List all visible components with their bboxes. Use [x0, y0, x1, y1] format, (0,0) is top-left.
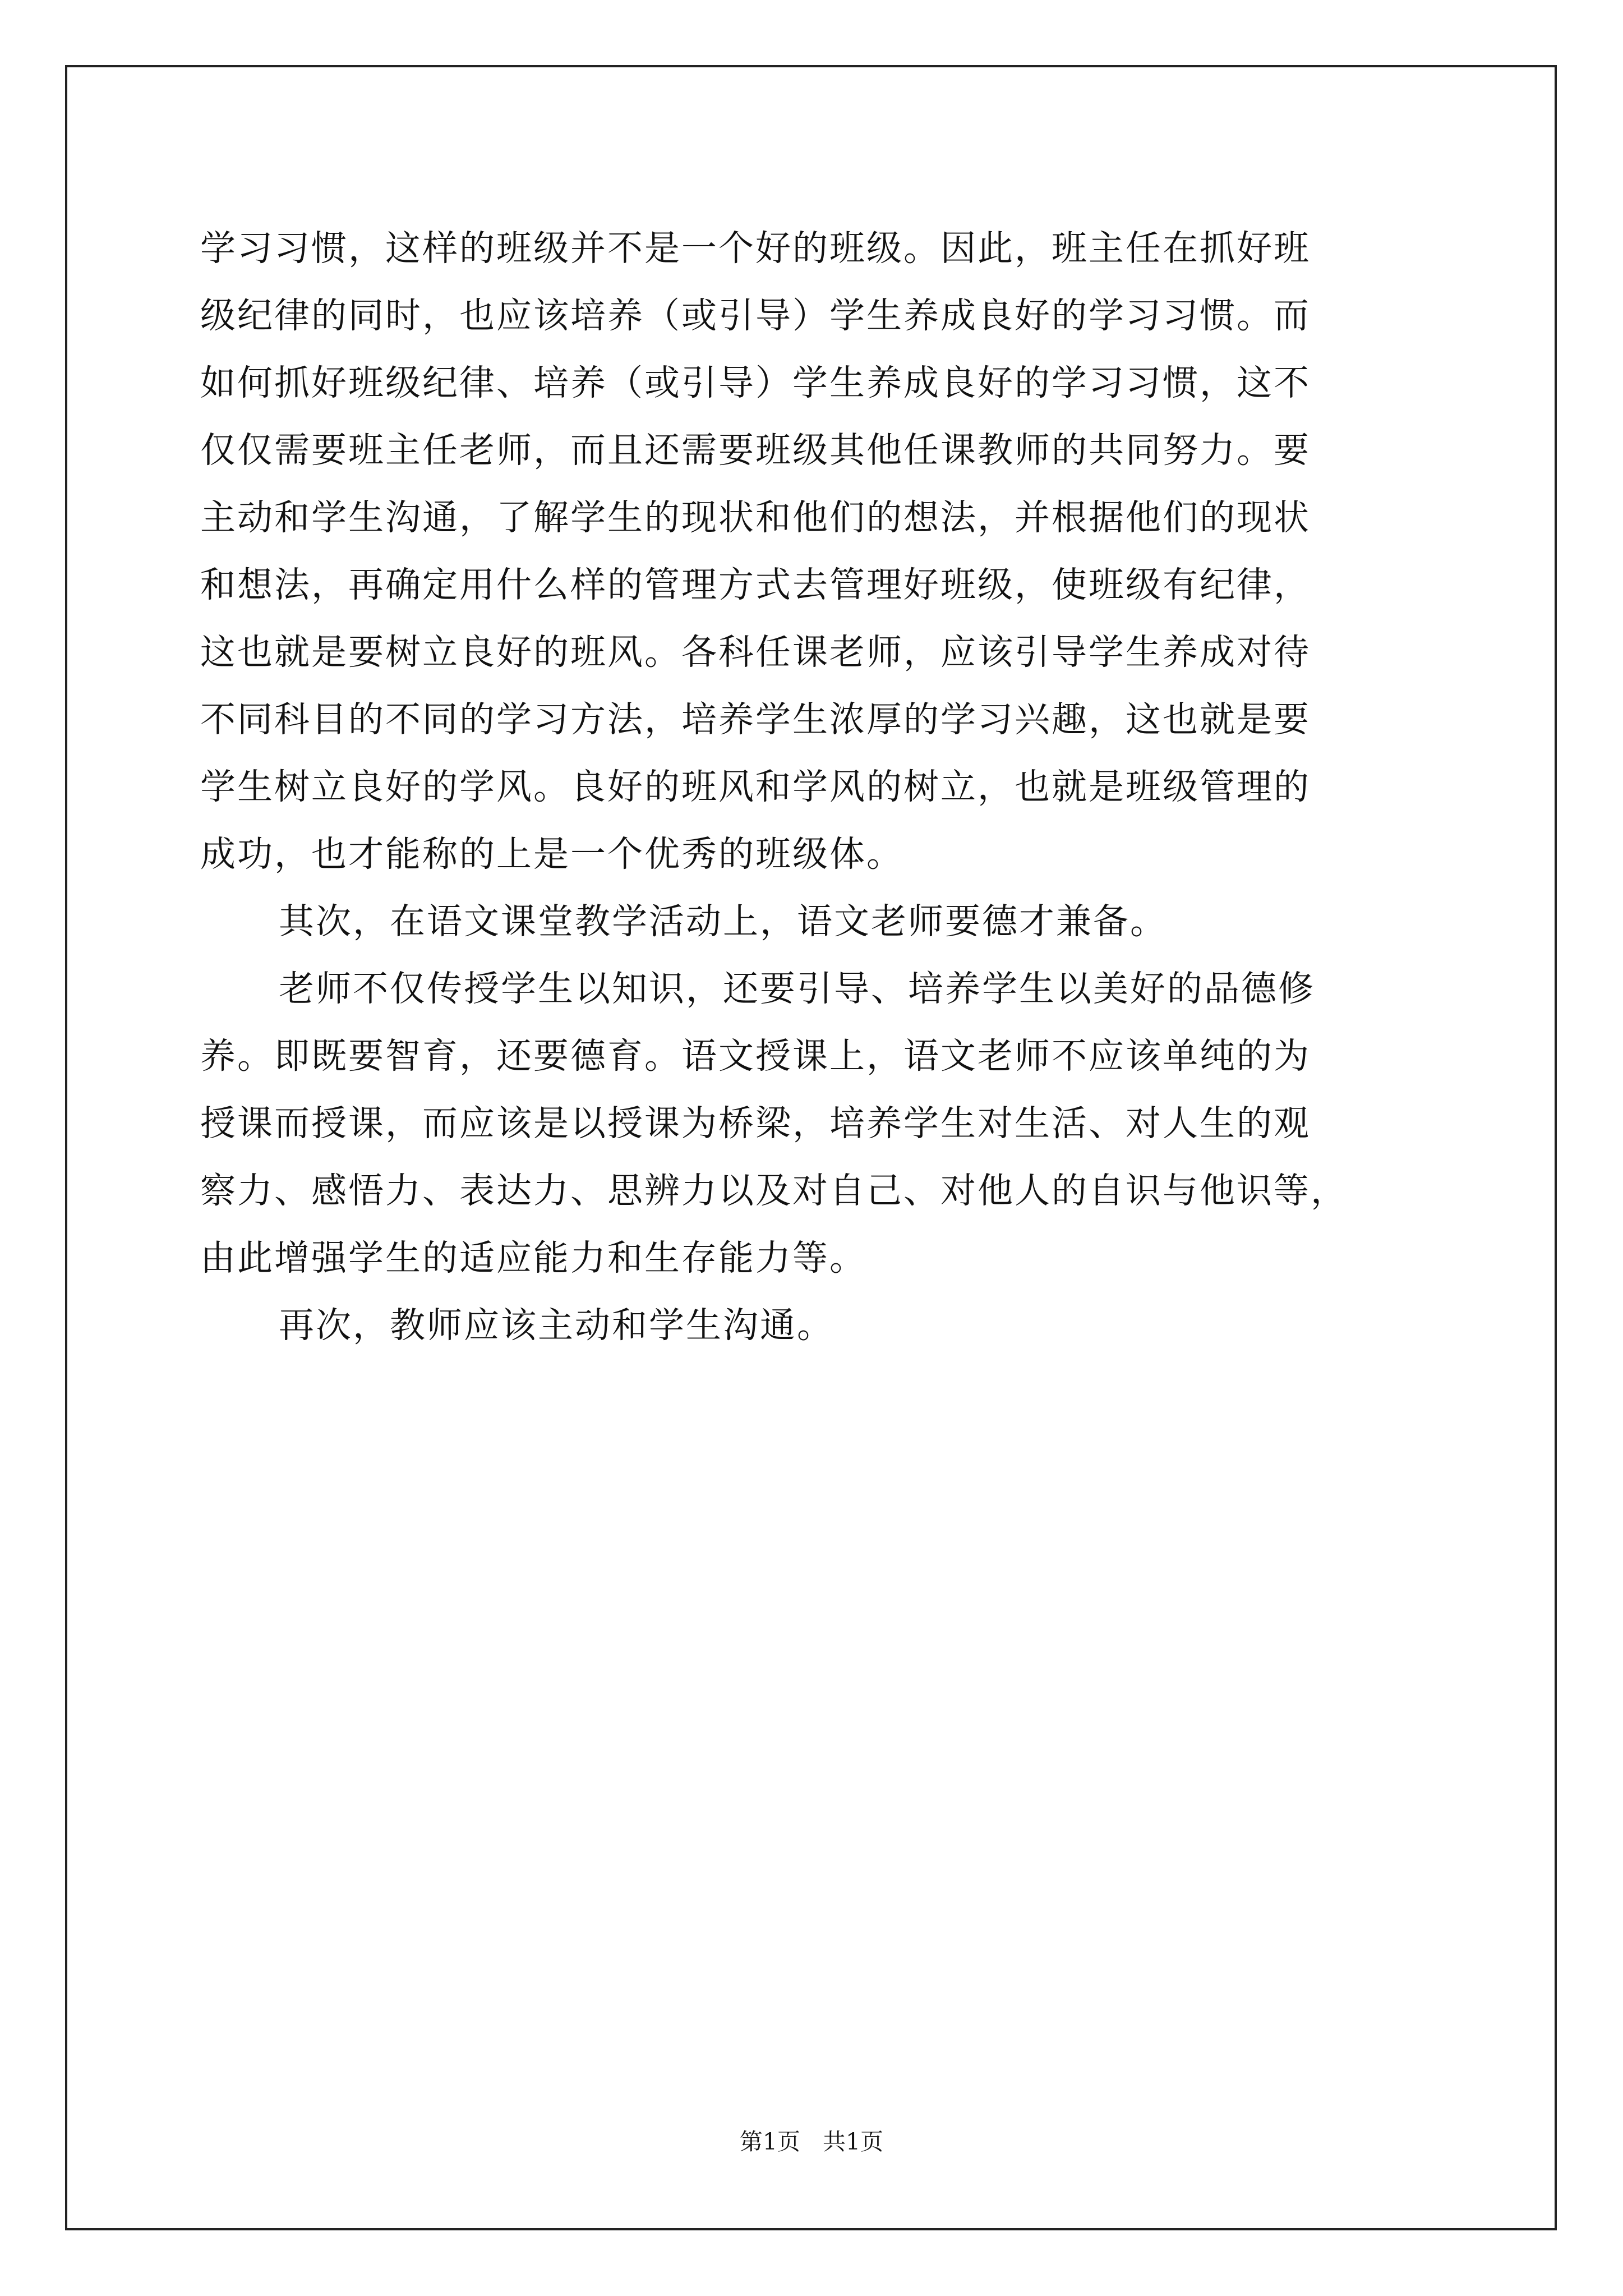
- text-line: 主动和学生沟通，了解学生的现状和他们的想法，并根据他们的现状: [200, 497, 1311, 538]
- document-body: [200, 215, 1459, 1359]
- paragraph-3: [200, 955, 1459, 1292]
- text-line: 学生树立良好的学风。良好的班风和学风的树立，也就是班级管理的: [200, 766, 1311, 807]
- text-line: 如何抓好班级纪律、培养（或引导）学生养成良好的学习习惯，这不: [200, 362, 1311, 403]
- text-line: 授课而授课，而应该是以授课为桥梁，培养学生对生活、对人生的观: [200, 1103, 1311, 1144]
- text-line: 养。即既要智育，还要德育。语文授课上，语文老师不应该单纯的为: [200, 1036, 1311, 1076]
- text-line: 不同科目的不同的学习方法，培养学生浓厚的学习兴趣，这也就是要: [200, 699, 1311, 740]
- text-line: 成功，也才能称的上是一个优秀的班级体。: [200, 834, 903, 875]
- text-line: 再次，教师应该主动和学生沟通。: [279, 1305, 834, 1346]
- paragraph-1: [200, 215, 1459, 888]
- paragraph-2: [200, 888, 1459, 955]
- text-line: 这也就是要树立良好的班风。各科任课老师，应该引导学生养成对待: [200, 632, 1311, 673]
- text-line: 其次，在语文课堂教学活动上，语文老师要德才兼备。: [279, 901, 1167, 942]
- text-line: 由此增强学生的适应能力和生存能力等。: [200, 1237, 866, 1278]
- text-line: 级纪律的同时，也应该培养（或引导）学生养成良好的学习习惯。而: [200, 295, 1311, 336]
- text-line: 老师不仅传授学生以知识，还要引导、培养学生以美好的品德修: [279, 968, 1315, 1009]
- text-line: 察力、感悟力、表达力、思辨力以及对自己、对他人的自识与他识等，: [200, 1170, 1348, 1211]
- paragraph-4: [200, 1292, 1459, 1359]
- text-line: 仅仅需要班主任老师，而且还需要班级其他任课教师的共同努力。要: [200, 430, 1311, 471]
- text-line: 学习习惯，这样的班级并不是一个好的班级。因此，班主任在抓好班: [200, 228, 1311, 269]
- page-number-total: 共1页: [823, 2128, 884, 2155]
- text-line: 和想法，再确定用什么样的管理方式去管理好班级，使班级有纪律，: [200, 564, 1311, 605]
- page-footer: [0, 2125, 1623, 2159]
- page-number-current: 第1页: [739, 2128, 800, 2155]
